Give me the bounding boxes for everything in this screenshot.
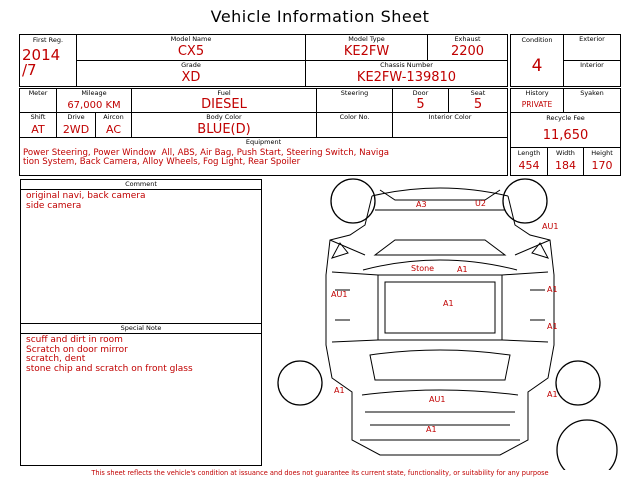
- first-reg-cell: [19, 34, 77, 87]
- mark-a1-left-bottom: A1: [334, 386, 345, 395]
- door-label: Door: [412, 89, 429, 97]
- width-cell: [547, 147, 584, 176]
- model-name-cell: [76, 34, 306, 61]
- drive-label: Drive: [67, 113, 85, 121]
- exhaust-value: 2200: [450, 44, 485, 59]
- condition-value: 4: [531, 56, 543, 76]
- door-value: 5: [416, 97, 425, 112]
- mark-au1-left: AU1: [331, 290, 348, 299]
- special-note-text: scuff and dirt in room Scratch on door mirror scratch, dent stone chip and scratch on front glass: [26, 335, 193, 374]
- drive-value: 2WD: [62, 123, 90, 136]
- interior-label: Interior: [580, 61, 604, 69]
- recycle-fee-label: Recycle Fee: [546, 114, 585, 122]
- mileage-value: 67,000 KM: [67, 100, 121, 111]
- model-name-label: Model Name: [170, 35, 212, 43]
- door-cell: [392, 88, 449, 113]
- condition-label: Condition: [521, 36, 553, 44]
- grade-value: XD: [181, 70, 201, 85]
- exhaust-label: Exhaust: [454, 35, 481, 43]
- recycle-fee-cell: [510, 112, 621, 148]
- fuel-cell: [131, 88, 317, 113]
- mark-u2: U2: [475, 199, 486, 208]
- comment-text: original navi, back camera side camera: [26, 191, 146, 211]
- chassis-cell: [305, 60, 508, 87]
- equipment-label: Equipment: [245, 138, 282, 146]
- first-reg-label: First Reg.: [32, 36, 64, 44]
- disclaimer-footer: This sheet reflects the vehicle's condition at issuance and does not guarantee its current state, functionality, or suitability for any purpose: [91, 469, 549, 477]
- mark-a1-right2: A1: [547, 322, 558, 331]
- condition-cell: [510, 34, 564, 87]
- exhaust-cell: [427, 34, 508, 61]
- exterior-label: Exterior: [579, 35, 605, 43]
- seat-label: Seat: [470, 89, 486, 97]
- body-color-value: BLUE(D): [197, 122, 251, 137]
- width-label: Width: [556, 149, 575, 157]
- mark-a1-rear: A1: [426, 425, 437, 434]
- special-note-label: Special Note: [21, 324, 261, 334]
- shift-label: Shift: [30, 113, 46, 121]
- interior-color-cell: [392, 112, 508, 138]
- mark-a3: A3: [416, 200, 427, 209]
- mileage-label: Mileage: [81, 89, 107, 97]
- comment-box: [20, 179, 262, 324]
- model-type-cell: [305, 34, 428, 61]
- history-cell: [510, 88, 564, 113]
- syaken-cell: [563, 88, 621, 113]
- aircon-value: AC: [105, 123, 121, 136]
- first-reg-value: 2014 /7: [22, 46, 61, 79]
- mark-stone: Stone: [411, 264, 435, 273]
- meter-cell: [19, 88, 57, 113]
- body-color-cell: [131, 112, 317, 138]
- history-value: PRIVATE: [521, 100, 553, 109]
- special-note-box: [20, 323, 262, 466]
- height-label: Height: [591, 149, 613, 157]
- grade-cell: [76, 60, 306, 87]
- fuel-value: DIESEL: [201, 97, 247, 112]
- shift-value: AT: [31, 123, 45, 136]
- mark-a1-right: A1: [547, 285, 558, 294]
- length-label: Length: [517, 149, 541, 157]
- color-no-cell: [316, 112, 393, 138]
- equipment-cell: [19, 137, 508, 176]
- height-value: 170: [591, 159, 613, 172]
- color-no-label: Color No.: [339, 113, 370, 121]
- length-value: 454: [518, 159, 540, 172]
- length-cell: [510, 147, 548, 176]
- body-color-label: Body Color: [206, 113, 242, 121]
- aircon-label: Aircon: [103, 113, 124, 121]
- steering-cell: [316, 88, 393, 113]
- width-value: 184: [555, 159, 576, 172]
- model-name-value: CX5: [177, 44, 205, 59]
- car-damage-diagram: [262, 178, 640, 470]
- model-type-value: KE2FW: [343, 44, 390, 59]
- sheet-title: Vehicle Information Sheet: [210, 7, 430, 26]
- spare-wheel: [557, 420, 617, 470]
- wheel-front-left: [331, 179, 375, 223]
- chassis-value: KE2FW-139810: [356, 70, 457, 85]
- chassis-label: Chassis Number: [380, 61, 433, 69]
- mark-au1-bottom: AU1: [429, 395, 446, 404]
- drive-cell: [56, 112, 96, 138]
- seat-value: 5: [473, 97, 483, 112]
- mileage-cell: [56, 88, 132, 113]
- interior-color-label: Interior Color: [428, 113, 472, 121]
- model-type-label: Model Type: [348, 35, 385, 43]
- fuel-label: Fuel: [217, 89, 231, 97]
- comment-label: Comment: [21, 180, 261, 190]
- mark-a1-roof: A1: [443, 299, 454, 308]
- shift-cell: [19, 112, 57, 138]
- interior-cell: [563, 60, 621, 87]
- grade-label: Grade: [181, 61, 201, 69]
- meter-label: Meter: [28, 89, 48, 97]
- recycle-fee-value: 11,650: [542, 128, 589, 143]
- height-cell: [583, 147, 621, 176]
- steering-label: Steering: [340, 89, 369, 97]
- aircon-cell: [95, 112, 132, 138]
- mark-a1-right-bottom: A1: [547, 390, 558, 399]
- equipment-value: Power Steering, Power Window All, ABS, Air Bag, Push Start, Steering Switch, Naviga tion System, Back Camera, Alloy Wheels, Fog Light, Rear Spoiler: [23, 148, 390, 167]
- exterior-cell: [563, 34, 621, 61]
- mark-au1-top: AU1: [542, 222, 559, 231]
- wheel-rear-left: [278, 361, 322, 405]
- wheel-rear-right: [556, 361, 600, 405]
- mark-a1-windshield: A1: [457, 265, 468, 274]
- history-label: History: [525, 89, 549, 97]
- syaken-label: Syaken: [580, 89, 604, 97]
- seat-cell: [448, 88, 508, 113]
